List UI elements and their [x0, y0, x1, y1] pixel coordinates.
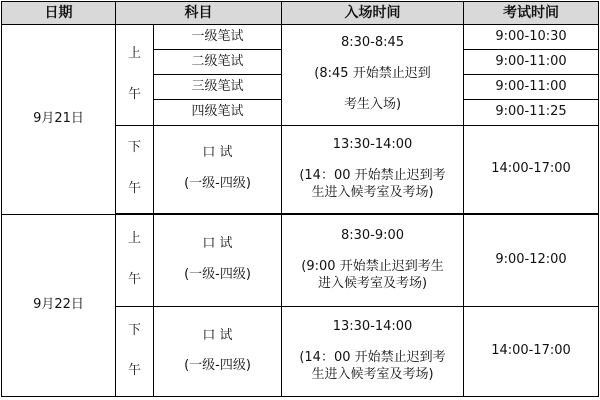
table-row [2, 214, 599, 306]
exam-time: 9:00-11:25 [464, 100, 599, 125]
date-cell-day2: 9月22日 [2, 214, 116, 396]
entry-note-line1: (8:45 开始禁止迟到 [314, 66, 431, 82]
exam-time: 14:00-17:00 [464, 125, 599, 213]
exam-time: 9:00-11:00 [464, 50, 599, 75]
entry-note-line2: 考生入场) [343, 97, 402, 113]
exam-schedule-table [1, 1, 599, 397]
half-day-cell-morning [116, 25, 154, 126]
half-day-top: 下 [127, 140, 141, 156]
subject-oral: 口 试 [202, 145, 233, 161]
level-written-4: 四级笔试 [154, 100, 282, 125]
half-day-bottom: 午 [127, 363, 141, 379]
half-day-bottom: 午 [127, 272, 141, 288]
entry-time-cell [282, 25, 464, 126]
entry-time-cell [282, 125, 464, 213]
entry-time: 13:30-14:00 [332, 319, 413, 335]
level-written-3: 三级笔试 [154, 75, 282, 100]
subject-levels: (一级-四级) [184, 267, 251, 283]
subject-levels: (一级-四级) [184, 358, 251, 374]
entry-time: 8:30-8:45 [340, 35, 405, 51]
header-date: 日期 [2, 2, 116, 25]
exam-time: 9:00-10:30 [464, 25, 599, 50]
entry-note-line1: (14：00 开始禁止迟到考 [299, 349, 446, 365]
entry-time: 8:30-9:00 [340, 227, 405, 243]
subject-levels: (一级-四级) [184, 176, 251, 192]
half-day-cell-afternoon [116, 306, 154, 396]
half-day-top: 下 [127, 322, 141, 338]
half-day-bottom: 午 [127, 181, 141, 197]
level-written-1: 一级笔试 [154, 25, 282, 50]
subject-cell [154, 125, 282, 213]
entry-time: 13:30-14:00 [332, 136, 413, 152]
header-entry-time: 入场时间 [282, 2, 464, 25]
half-day-top: 上 [127, 45, 141, 61]
subject-oral: 口 试 [202, 236, 233, 252]
table-row [2, 25, 599, 50]
subject-oral: 口 试 [202, 327, 233, 343]
subject-cell [154, 214, 282, 306]
entry-note-line1: (9:00 开始禁止迟到考生 [301, 258, 444, 274]
header-exam-time: 考试时间 [464, 2, 599, 25]
half-day-top: 上 [127, 231, 141, 247]
entry-time-cell [282, 214, 464, 306]
entry-note-line2: 生进入候考室及考场) [311, 366, 434, 382]
level-written-2: 二级笔试 [154, 50, 282, 75]
exam-time: 14:00-17:00 [464, 306, 599, 396]
subject-cell [154, 306, 282, 396]
date-cell-day1: 9月21日 [2, 25, 116, 215]
half-day-bottom: 午 [127, 86, 141, 102]
entry-time-cell [282, 306, 464, 396]
entry-note-line2: 生进入候考室及考场) [311, 184, 434, 200]
half-day-cell-afternoon [116, 125, 154, 213]
header-row [2, 2, 599, 25]
header-subject: 科目 [116, 2, 282, 25]
entry-note-line2: 进入候考室及考场) [317, 275, 428, 291]
exam-time: 9:00-11:00 [464, 75, 599, 100]
half-day-cell-morning [116, 214, 154, 306]
exam-time: 9:00-12:00 [464, 214, 599, 306]
entry-note-line1: (14：00 开始禁止迟到考 [299, 167, 446, 183]
